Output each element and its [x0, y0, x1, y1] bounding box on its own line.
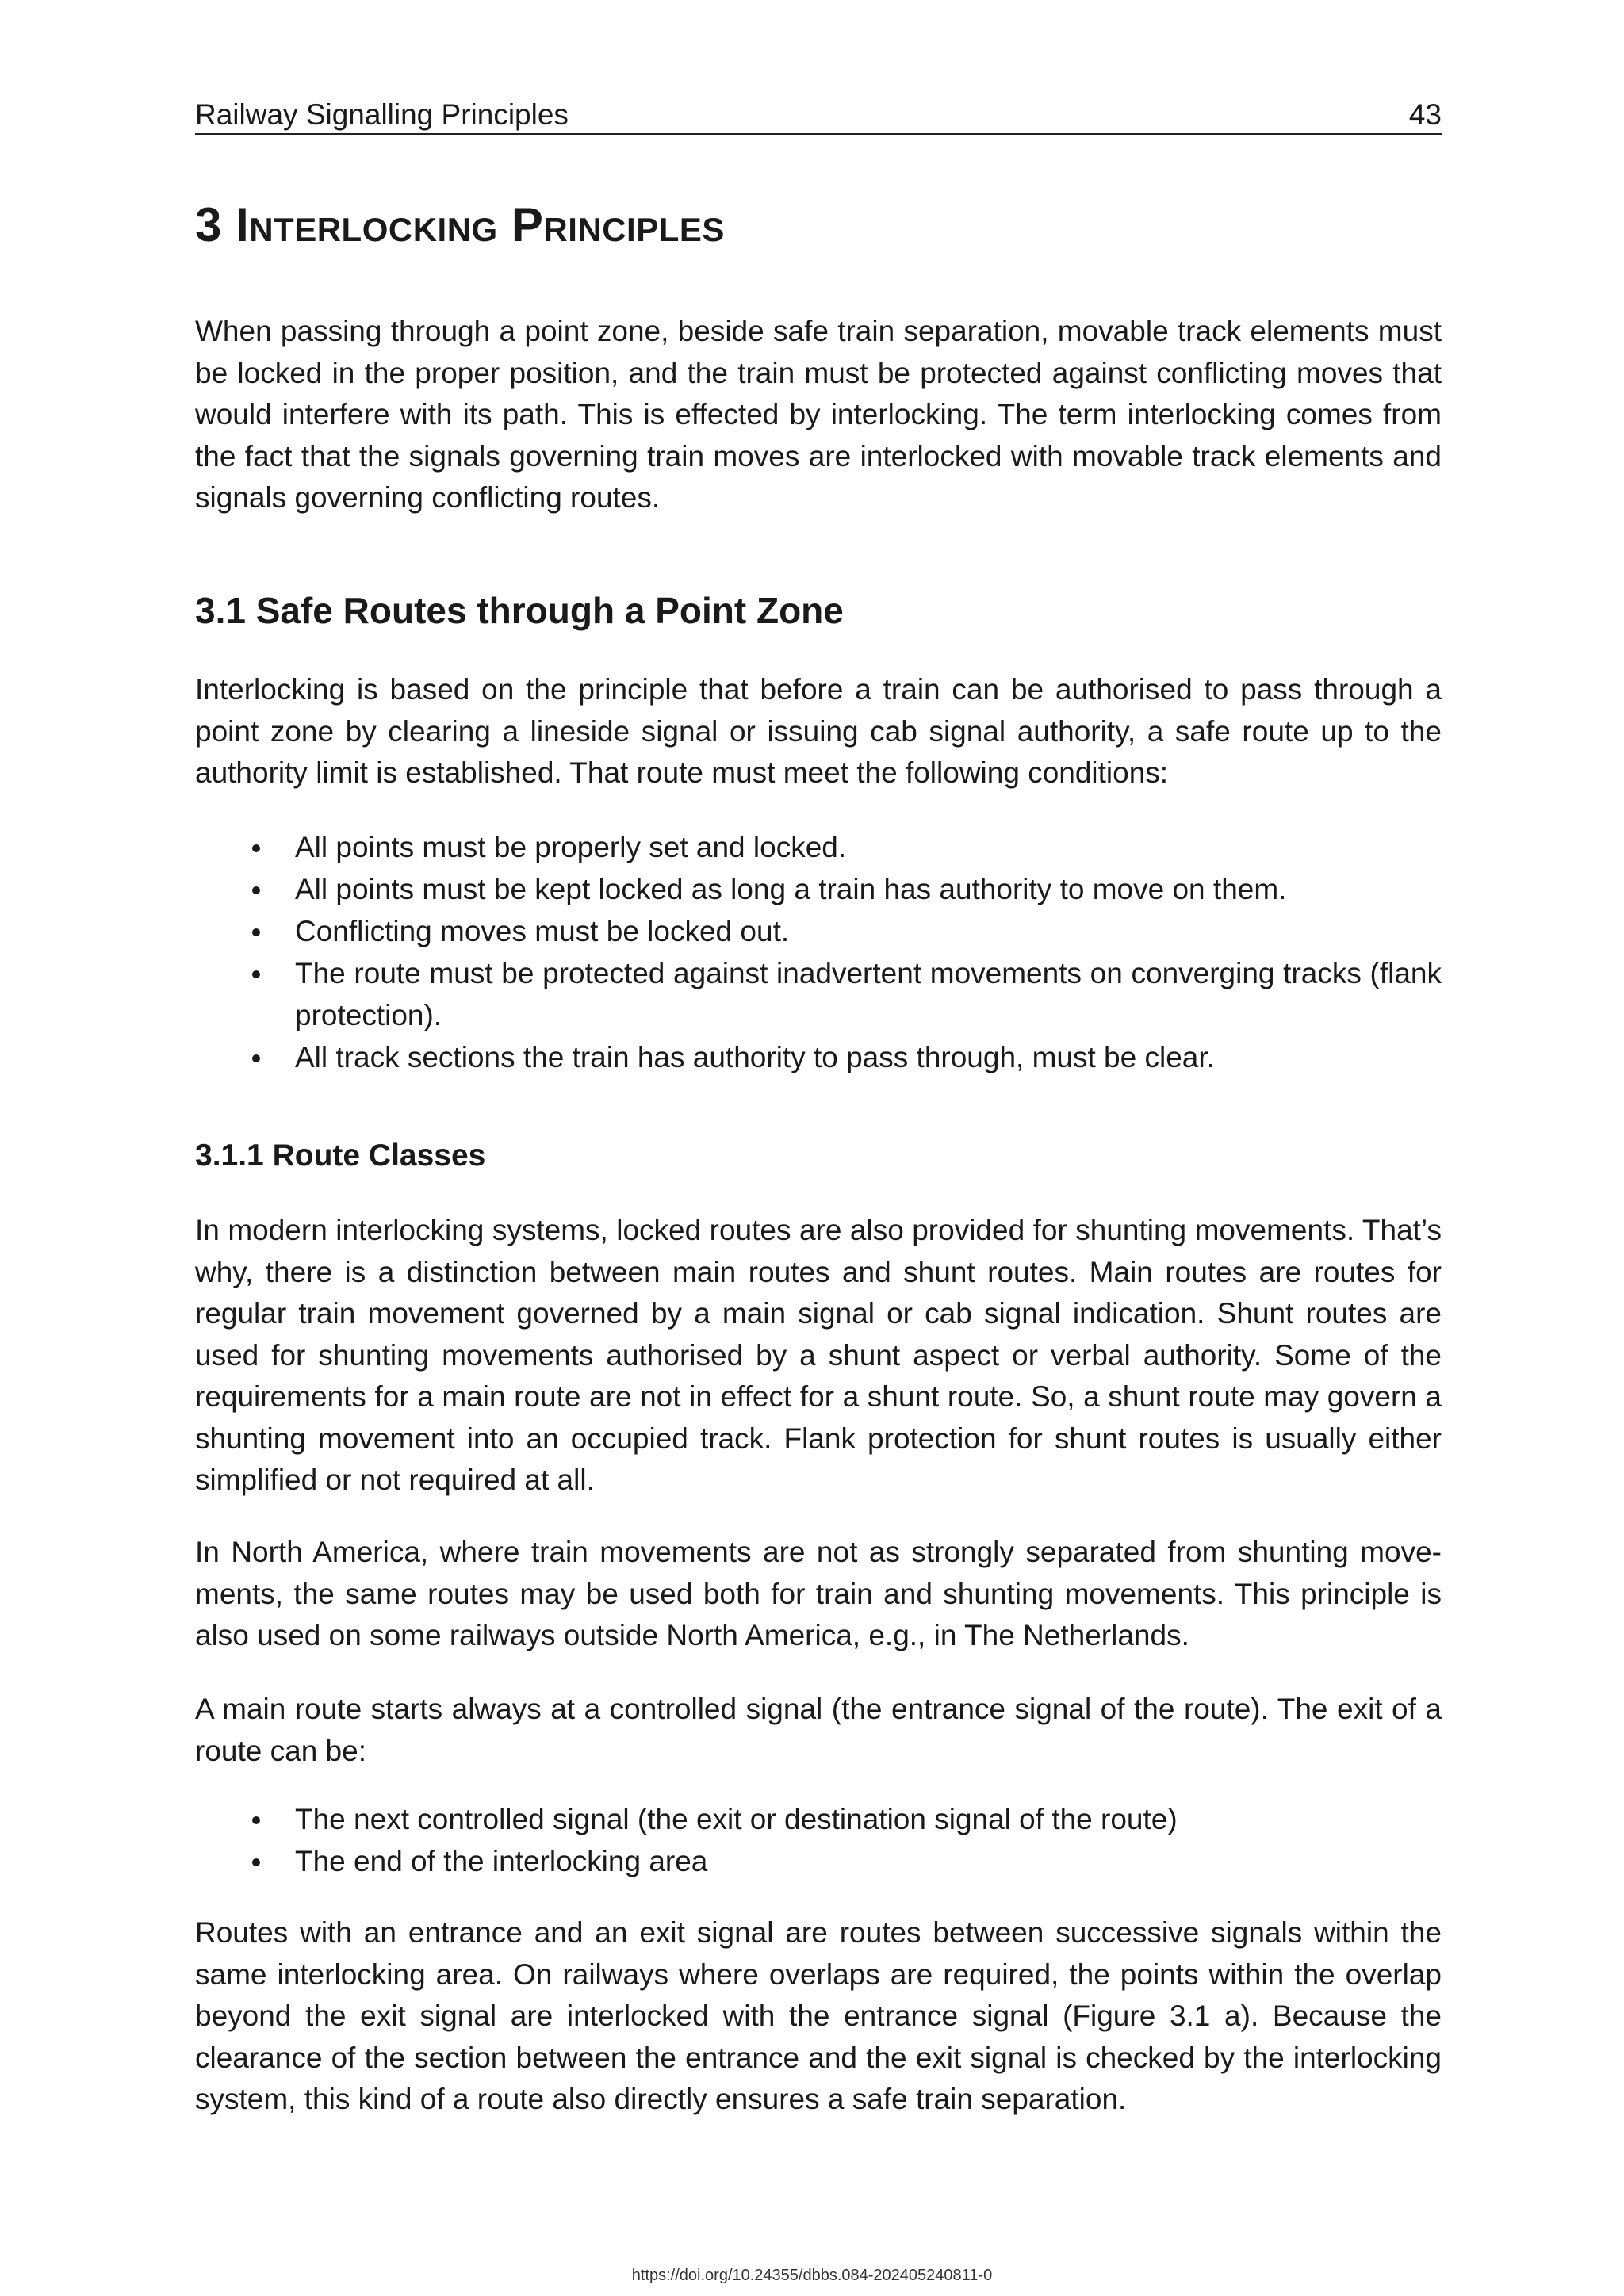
bullet-icon	[252, 928, 260, 936]
route-classes-paragraph: Routes with an entrance and an exit signal are routes between successive signals within the same interlocking area. On railways where overlaps are required, the points within the overlap beyond the exit signal are interlocked with the entrance signal (Figure 3.1 a). Because the clearance of the section between the entrance and the exit signal is checked by the interlocking system, this kind of a route also directly ensures a safe train separation.	[195, 1916, 1442, 2115]
list-item: The end of the interlocking area	[195, 1840, 1442, 1882]
chapter-intro-paragraph: When passing through a point zone, beside safe train separation, movable track elements must be locked in the proper position, and the train must be protected against conflicting moves that would interfere with its path. This is effected by interlocking. The term interlocking comes from the fact that the signals governing train moves are interlocked with movable track elements and signals governing conflicting routes.	[195, 315, 1442, 514]
list-item: All points must be properly set and locked.	[195, 826, 1442, 868]
bullet-icon	[252, 1816, 260, 1824]
book-title: Railway Signalling Principles	[195, 98, 569, 131]
list-item: All track sections the train has authority to pass through, must be clear.	[195, 1036, 1442, 1078]
route-conditions-list	[195, 826, 1442, 1078]
route-classes-para-4	[195, 1912, 1442, 2121]
route-classes-paragraph: In modern interlocking systems, locked routes are also provided for shunting movements. That’s why, there is a distinction between main routes and shunt routes. Main routes are routes for regular train movement governed by a main signal or cab signal indication. Shunt routes are used for shunting movements authorised by a shunt aspect or verbal authority. Some of the requirements for a main route are not in effect for a shunt route. So, a shunt route may govern a shunting movement into an occupied track. Flank protection for shunt routes is usually either simplified or not required at all.	[195, 1214, 1442, 1496]
page-number: 43	[1408, 98, 1442, 131]
route-classes-para-3	[195, 1689, 1442, 1772]
section-3-1-heading: 3.1 Safe Routes through a Point Zone	[195, 590, 844, 631]
section-3-1-1-heading: 3.1.1 Route Classes	[195, 1138, 486, 1173]
section-3-1-intro	[195, 669, 1442, 794]
route-classes-para-2	[195, 1532, 1442, 1657]
list-item: Conflicting moves must be locked out.	[195, 910, 1442, 952]
section-3-1-intro-paragraph: Interlocking is based on the principle that before a train can be authorised to pass through a point zone by clearing a lineside signal or issuing cab signal authority, a safe route up to the authority limit is established. That route must meet the following conditions:	[195, 673, 1442, 789]
route-classes-paragraph: In North America, where train movements are not as strongly separated from shunting movements, the same routes may be used both for train and shunting movements. This principle is also used on some railways outside North America, e.g., in The Netherlands.	[195, 1536, 1442, 1651]
route-classes-paragraph: A main route starts always at a controlled signal (the entrance signal of the route). The exit of a route can be:	[195, 1693, 1442, 1767]
list-item: All points must be kept locked as long a train has authority to move on them.	[195, 868, 1442, 910]
bullet-icon	[252, 970, 260, 978]
chapter-intro	[195, 311, 1442, 519]
route-exits-list	[195, 1798, 1442, 1882]
doi-footer: https://doi.org/10.24355/dbbs.084-202405240811-0	[631, 2267, 993, 2284]
route-exits	[195, 1798, 1442, 1882]
route-classes-para-1	[195, 1210, 1442, 1502]
list-item: The next controlled signal (the exit or destination signal of the route)	[195, 1798, 1442, 1840]
bullet-icon	[252, 1858, 260, 1866]
chapter-title: 3 Interlocking Principles	[195, 198, 725, 251]
route-conditions	[195, 826, 1442, 1078]
running-header	[195, 97, 1442, 135]
list-item: The route must be protected against inadvertent movements on converging tracks (flank protection).	[195, 952, 1442, 1036]
bullet-icon	[252, 844, 260, 852]
bullet-icon	[252, 886, 260, 894]
bullet-icon	[252, 1054, 260, 1062]
